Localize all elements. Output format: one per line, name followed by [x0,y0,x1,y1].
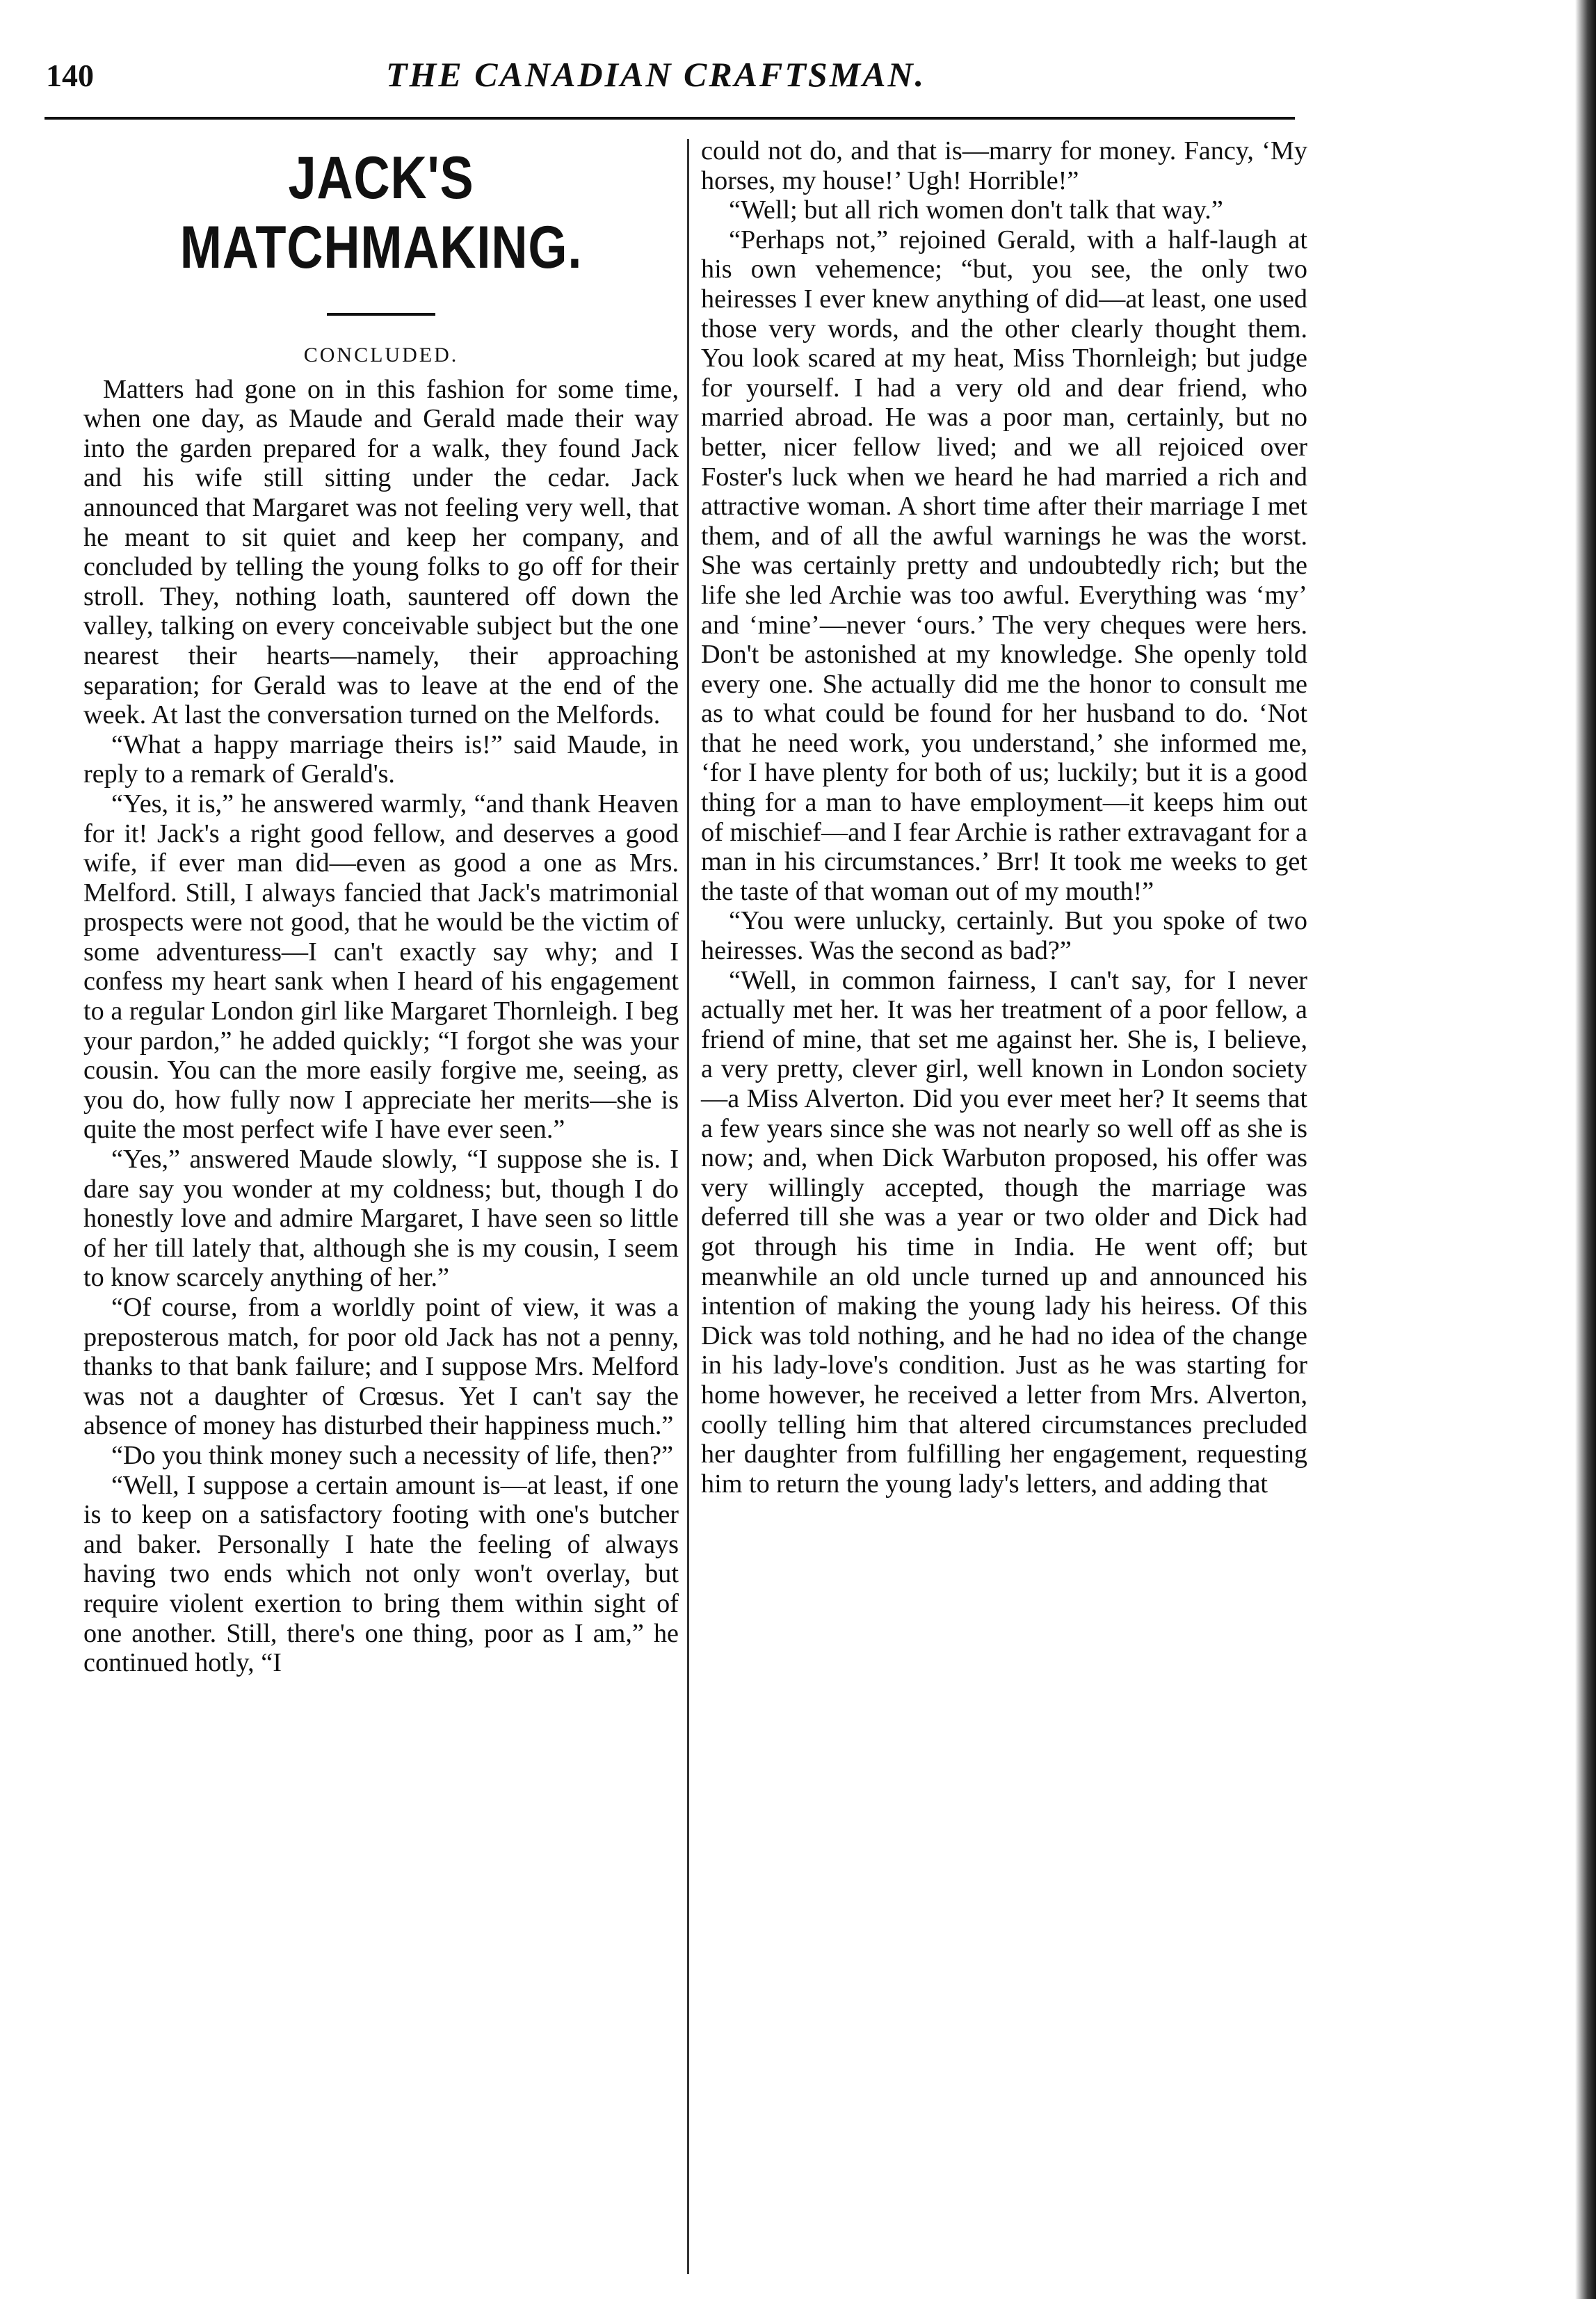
right-column [701,136,1307,1499]
page-number: 140 [46,58,94,93]
paragraph: “What a happy marriage theirs is!” said Maude, in reply to a remark of Gerald's. [83,729,679,789]
paragraph: “Yes, it is,” he answered warmly, “and thank Heaven for it! Jack's a right good fellow, and deserves a good wife, if ever man did—even as good a one as Mrs. Melford. Still, I always fancied that Jack's matrimonial prospects were not good, that he would be the victim of some adventuress—I can't exactly say why; and I confess my heart sank when I heard of his engagement to a regular London girl like Margaret Thornleigh. I beg your pardon,” he added quickly; “I forgot she was your cousin. You can the more easily forgive me, seeing, as you do, how fully now I appreciate her merits—she is quite the most perfect wife I have ever seen.” [83,789,679,1145]
paragraph: “Well, I suppose a certain amount is—at least, if one is to keep on a satisfactory footing with one's butcher and baker. Personally I hate the feeling of always having two ends which not only won't overlay, but require violent exertion to bring them within sight of one another. Still, there's one thing, poor as I am,” he continued hotly, “I [83,1470,679,1678]
left-column [83,136,679,1678]
paragraph: “Well; but all rich women don't talk that way.” [729,195,1223,225]
paragraph: “You were unlucky, certainly. But you spoke of two heiresses. Was the second as bad?” [701,906,1307,966]
title-rule [327,313,435,316]
paragraph: “Yes,” answered Maude slowly, “I suppose she is. I dare say you wonder at my coldness; but, though I do honestly love and admire Margaret, I have seen so little of her till lately that, although she is my cousin, I seem to know scarcely anything of her.” [83,1145,679,1293]
article-title: JACK'S MATCHMAKING. [179,145,583,281]
paragraph: “Well, in common fairness, I can't say, for I never actually met her. It was her treatment of a poor fellow, a friend of mine, that set me against her. She is, I believe, a very pretty, clever girl, well known in London society—a Miss Alverton. Did you ever meet her? It seems that a few years since she was not nearly so well off as she is now; and, when Dick Warbuton proposed, his offer was very willingly accepted, though the marriage was deferred till she was a year or two older and Dick had got through his time in India. He went off; but meanwhile an old uncle turned up and announced his intention of making the young lady his heiress. Of this Dick was told nothing, and he had no idea of the change in his lady-love's condition. Just as he was starting for home however, he received a letter from Mrs. Alverton, coolly telling him that altered circumstances precluded her daughter from fulfilling her engagement, requesting him to return the young lady's letters, and adding that [701,965,1307,1499]
page-edge-shadow [1575,0,1596,2299]
paragraph: “Perhaps not,” rejoined Gerald, with a half-laugh at his own vehemence; “but, you see, the only two heiresses I ever knew anything of did—at least, one used those very words, and the other clearly thought them. You look scared at my heat, Miss Thornleigh; but judge for yourself. I had a very old and dear friend, who married abroad. He was a poor man, certainly, but no better, nicer fellow lived; and we all rejoiced over Foster's luck when we heard he had married a rich and attractive woman. A short time after their marriage I met them, and of all the awful warnings he was the worst. She was certainly pretty and undoubtedly rich; but the life she led Archie was too awful. Everything was ‘my’ and ‘mine’—never ‘ours.’ The very cheques were hers. Don't be astonished at my knowledge. She openly told every one. She actually did me the honor to consult me as to what could be found for her husband to do. ‘Not that he need work, you understand,’ she informed me, ‘for I have plenty for both of us; luckily; but it is a good thing for a man to have employment—it keeps him out of mischief—and I fear Archie is rather extravagant for a man in his circumstances.’ Brr! It took me weeks to get the taste of that woman out of my mouth!” [701,225,1307,906]
paragraph: could not do, and that is—marry for money. Fancy, ‘My horses, my house!’ Ugh! Horrible!” [701,136,1307,195]
column-divider [687,139,689,2274]
paragraph: “Of course, from a worldly point of view, it was a preposterous match, for poor old Jack has not a penny, thanks to that bank failure; and I suppose Mrs. Melford was not a daughter of Crœsus. Yet I can't say the absence of money has disturbed their happiness much.” [83,1293,679,1441]
running-head: THE CANADIAN CRAFTSMAN. [386,55,926,94]
paragraph: “Do you think money such a necessity of life, then?” [111,1440,674,1470]
article-subheading: CONCLUDED. [303,344,459,366]
paragraph: Matters had gone on in this fashion for some time, when one day, as Maude and Gerald made their way into the garden prepared for a walk, they found Jack and his wife still sitting under the cedar. Jack announced that Margaret was not feeling very well, that he meant to sit quiet and keep her company, and concluded by telling the young folks to go off for their stroll. They, nothing loath, sauntered off down the valley, talking on every conceivable subject but the one nearest their hearts—namely, their approaching separation; for Gerald was to leave at the end of the week. At last the conversation turned on the Melfords. [83,374,679,730]
header-rule [45,117,1295,120]
